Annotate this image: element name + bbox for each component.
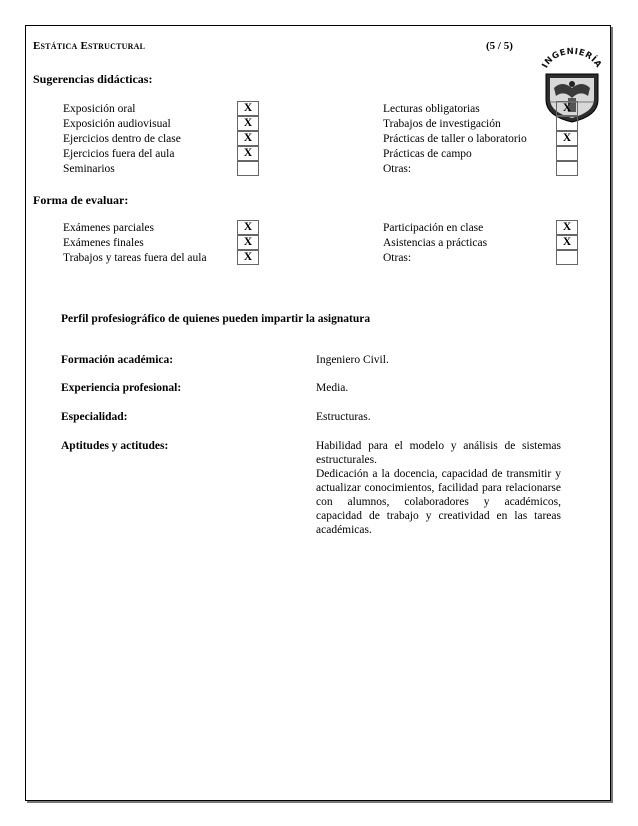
perfil-heading: Perfil profesiográfico de quienes pueden impartir la asignatura [61,313,371,325]
evaluacion-checkbox [556,250,578,265]
evaluacion-checkbox: X [237,250,259,265]
sugerencia-label: Lecturas obligatorias [383,103,480,115]
especialidad-value: Estructuras. [316,411,371,423]
evaluacion-label: Asistencias a prácticas [383,237,488,249]
evaluacion-heading: Forma de evaluar: [33,193,129,207]
evaluacion-label: Exámenes finales [63,237,144,249]
sugerencia-label: Exposición audiovisual [63,118,171,130]
formacion-label: Formación académica: [61,354,174,366]
aptitudes-label: Aptitudes y actitudes: [61,440,169,452]
evaluacion-checkbox: X [556,235,578,250]
sugerencia-checkbox [556,146,578,161]
sugerencia-label: Ejercicios fuera del aula [63,148,175,160]
sugerencia-label: Otras: [383,163,412,175]
sugerencia-checkbox [237,161,259,176]
aptitudes-paragraph: Dedicación a la docencia, capacidad de transmitir y actualizar conocimientos, facilidad para relacionarse con alumnos, colaboradores y académicos, capacidad de trabajo y creatividad en las tareas académicas. [316,468,561,536]
sugerencia-checkbox: X [237,146,259,161]
sugerencia-checkbox: X [237,131,259,146]
sugerencia-label: Ejercicios dentro de clase [63,133,181,145]
especialidad-label: Especialidad: [61,411,128,423]
evaluacion-checkbox: X [237,220,259,235]
evaluacion-checkbox: X [556,220,578,235]
sugerencia-label: Prácticas de taller o laboratorio [383,133,527,145]
evaluacion-label: Exámenes parciales [63,222,154,234]
sugerencia-checkbox: X [237,116,259,131]
sugerencia-checkbox: X [556,101,578,116]
sugerencias-heading: Sugerencias didácticas: [33,72,153,86]
evaluacion-label: Otras: [383,252,412,264]
sugerencia-label: Prácticas de campo [383,148,472,160]
sugerencia-checkbox [556,161,578,176]
evaluacion-label: Participación en clase [383,222,484,234]
course-title: Estática Estructural [33,40,146,52]
sugerencia-label: Seminarios [63,163,115,175]
experiencia-label: Experiencia profesional: [61,382,182,394]
aptitudes-paragraph: Habilidad para el modelo y análisis de sistemas estructurales. [316,440,561,466]
sugerencia-checkbox: X [237,101,259,116]
svg-text:INGENIERÍA: INGENIERÍA [540,46,604,71]
evaluacion-label: Trabajos y tareas fuera del aula [63,252,207,264]
aptitudes-value [316,439,561,537]
evaluacion-checkbox: X [237,235,259,250]
sugerencia-checkbox [556,116,578,131]
formacion-value: Ingeniero Civil. [316,354,389,366]
sugerencia-label: Trabajos de investigación [383,118,501,130]
page-number: (5 / 5) [486,40,513,52]
sugerencia-label: Exposición oral [63,103,136,115]
experiencia-value: Media. [316,382,349,394]
sugerencia-checkbox: X [556,131,578,146]
